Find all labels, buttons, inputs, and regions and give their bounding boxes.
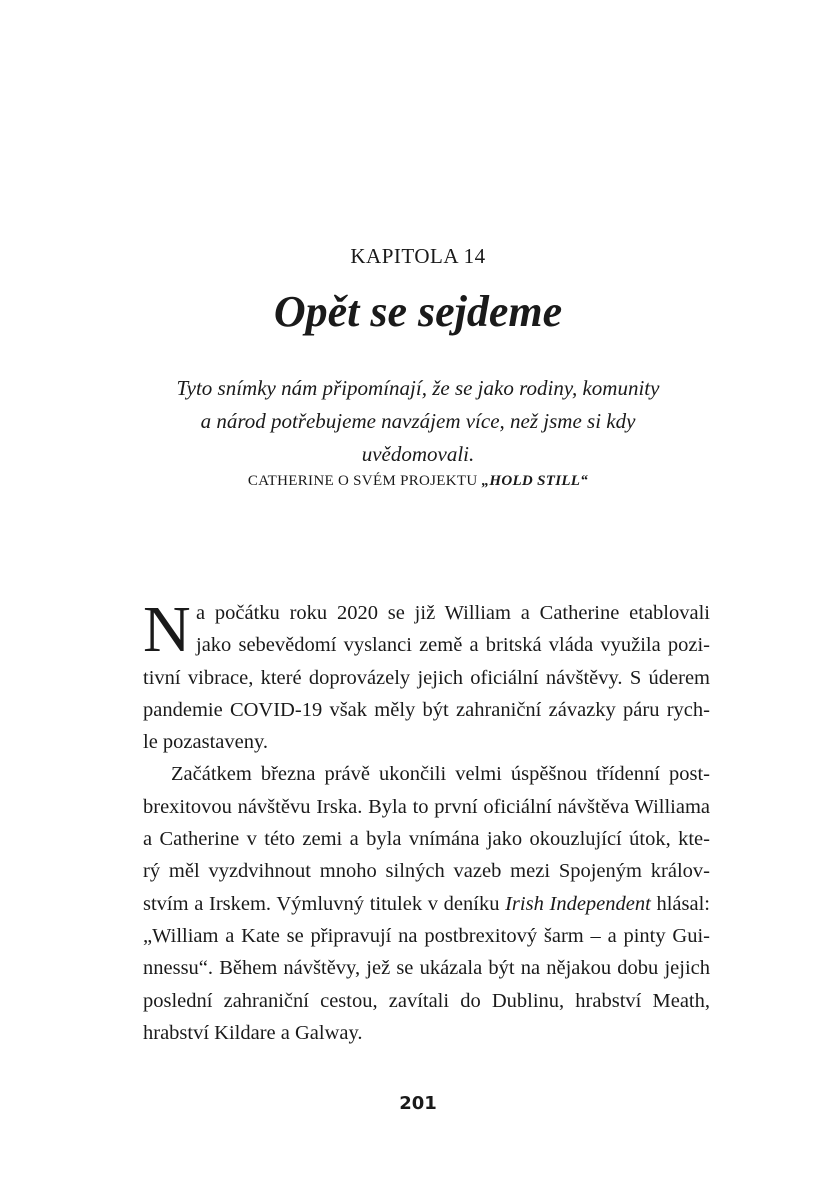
line-text: hlásal: — [650, 892, 711, 915]
epigraph — [150, 372, 686, 490]
page-number: 201 — [399, 1093, 437, 1114]
paragraph-line: „William a Kate se připravují na postbrexitový šarm – a pinty Gui- — [143, 924, 710, 947]
epigraph-line: a národ potřebujeme navzájem více, než jsme si kdy — [200, 409, 636, 433]
paragraph-line: pandemie COVID-19 však měly být zahraniční závazky páru rych- — [143, 698, 710, 721]
epigraph-source-project: „HOLD STILL“ — [481, 473, 589, 489]
body-text — [143, 593, 711, 1049]
drop-cap: N — [143, 593, 191, 666]
paragraph-line: jako sebevědomí vyslanci země a britská vláda využila pozi- — [196, 634, 710, 657]
epigraph-line: Tyto snímky nám připomínají, že se jako rodiny, komunity — [176, 376, 660, 400]
chapter-label: KAPITOLA 14 — [350, 244, 486, 268]
paragraph-line: a počátku roku 2020 se již William a Catherine etablovali — [196, 602, 710, 624]
paragraph-line: Začátkem března právě ukončili velmi úspěšnou třídenní post- — [171, 763, 710, 786]
paragraph-line: nnessu“. Během návštěvy, jež se ukázala být na nějakou dobu jejich — [143, 957, 710, 980]
paragraph-line: hrabství Kildare a Galway. — [143, 1021, 363, 1044]
chapter-title: Opět se sejdeme — [273, 287, 563, 336]
paragraph-line: rý měl vyzdvihnout mnoho silných vazeb mezi Spojeným králov- — [143, 860, 710, 883]
paragraph-line: le pozastaveny. — [143, 731, 269, 754]
newspaper-title: Irish Independent — [505, 892, 651, 915]
epigraph-source-author: CATHERINE O SVÉM PROJEKTU — [247, 473, 482, 489]
line-text: stvím a Irskem. Výmluvný titulek v deníku — [143, 892, 506, 915]
paragraph-line: poslední zahraniční cestou, zavítali do Dublinu, hrabství Meath, — [143, 989, 710, 1012]
paragraph-line: brexitovou návštěvu Irska. Byla to první oficiální návštěva Williama — [143, 795, 710, 818]
paragraph-line — [143, 888, 710, 920]
paragraph-line: a Catherine v této zemi a byla vnímána jako okouzlující útok, kte- — [143, 828, 710, 851]
epigraph-source — [150, 473, 686, 490]
paragraph-line: tivní vibrace, které doprovázely jejich oficiální návštěvy. S úderem — [143, 666, 710, 689]
epigraph-line: uvědomovali. — [361, 442, 475, 466]
